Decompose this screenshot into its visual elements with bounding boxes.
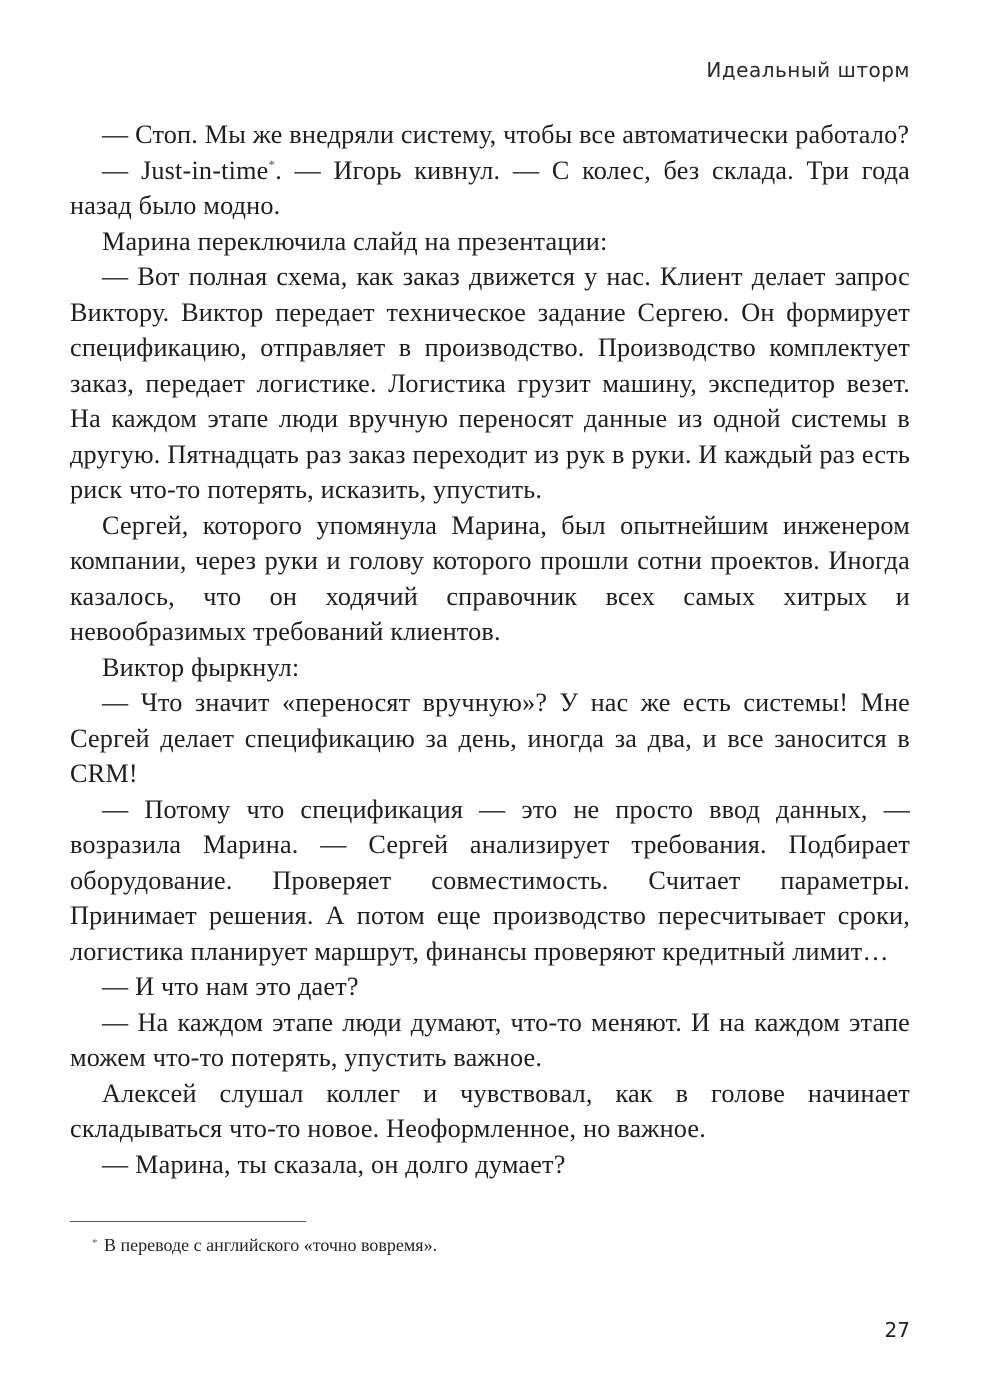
paragraph-5: Сергей, которого упомянула Марина, был опытнейшим инженером компании, через руки и голову которого прошли сотни проектов. Иногда казалось, что он ходячий справочник всех самых хитрых и невообразимых требований клиентов.	[70, 510, 910, 646]
footnote-text: В переводе с английского «точно вовремя».	[104, 1235, 438, 1255]
paragraph-9: — И что нам это дает?	[102, 972, 359, 1001]
footnote-reference: *	[268, 156, 276, 172]
paragraph-3: Марина переключила слайд на презентации:	[102, 226, 608, 256]
paragraph-7: — Что значит «переносят вручную»? У нас же есть системы! Мне Сергей делает спецификацию за день, иногда за два, и все заносится в CRM!	[70, 688, 910, 788]
paragraph-6: Виктор фыркнул:	[102, 652, 300, 682]
paragraph-10: — На каждом этапе люди думают, что-то меняют. И на каждом этапе можем что-то потерять, упустить важное.	[70, 1007, 910, 1072]
paragraph-11: Алексей слушал коллег и чувствовал, как в голове начинает складываться что-то новое. Неоформленное, но важное.	[70, 1078, 910, 1143]
paragraph-12: — Марина, ты сказала, он долго думает?	[102, 1149, 566, 1179]
footnote: * В переводе с английского «точно вовремя».	[92, 1235, 438, 1255]
paragraph-1: — Стоп. Мы же внедряли систему, чтобы все автоматически работало?	[102, 120, 910, 149]
page-number: 27	[884, 1318, 910, 1342]
paragraph-2-start: — Just-in-time	[102, 155, 269, 185]
paragraph-4: — Вот полная схема, как заказ движется у нас. Клиент делает запрос Виктору. Виктор передает техническое задание Сергею. Он формирует спецификацию, отправляет в производство. Производство комплектует заказ, передает логистике. Логистика грузит машину, экспедитор везет. На каждом этапе люди вручную переносят данные из одной системы в другую. Пятнадцать раз заказ переходит из рук в руки. И каждый раз есть риск что-то потерять, исказить, упустить.	[70, 262, 910, 504]
paragraph-8: — Потому что спецификация — это не просто ввод данных, — возразила Марина. — Сергей анализирует требования. Подбирает оборудование. Проверяет совместимость. Считает параметры. Принимает решения. А потом еще производство пересчитывает сроки, логистика планирует маршрут, финансы проверяют кредитный лимит…	[70, 794, 910, 966]
running-header: Идеальный шторм	[706, 58, 910, 82]
paragraph-2	[70, 153, 910, 224]
body-text	[70, 117, 910, 1182]
footnote-divider	[70, 1221, 306, 1222]
paragraph-2-rest: . — Игорь кивнул. — С колес, без склада. Три года назад было модно.	[70, 155, 910, 220]
